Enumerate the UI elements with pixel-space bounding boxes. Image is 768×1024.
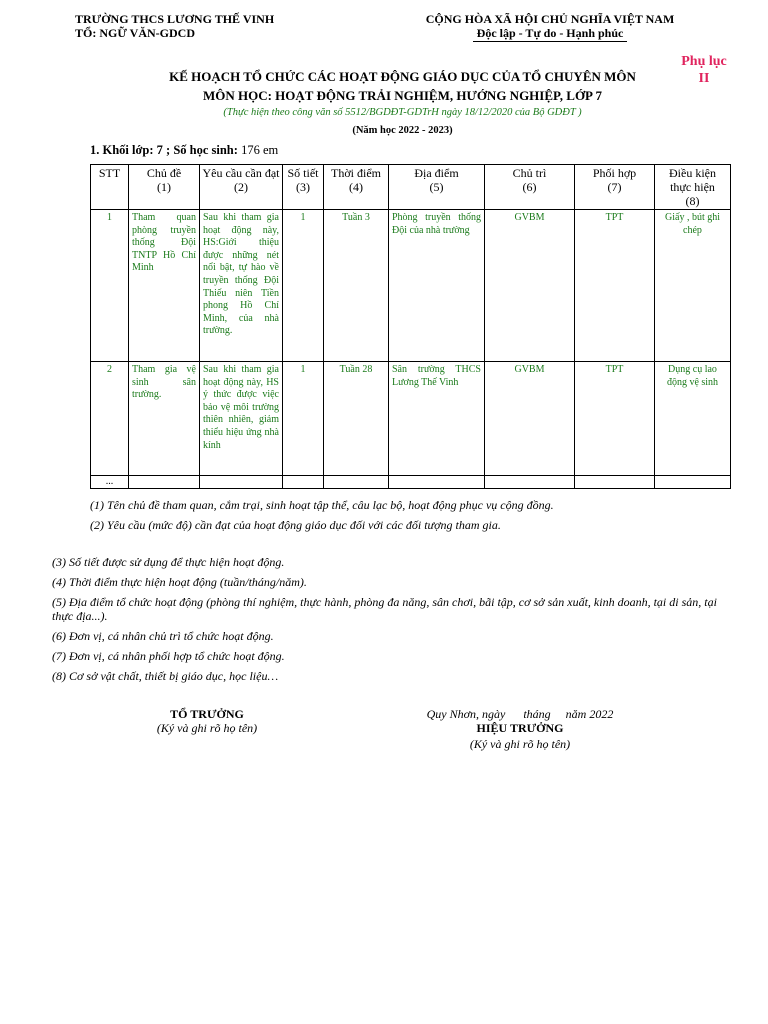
appendix-line2: II (698, 71, 710, 86)
cell-place: Sân trường THCS Lương Thế Vinh (389, 362, 485, 476)
col-place: Địa điểm (5) (389, 165, 485, 210)
cell-requirement: Sau khi tham gia hoạt động này, HS:Giới thiệu được những nét nổi bật, tự hào về truyền thống Đội Thiếu niên Tiền phong Hồ Chí Minh, của nhà trường. (200, 210, 283, 362)
footnote-3: (3) Số tiết được sử dụng để thực hiện hoạt động. (52, 555, 285, 569)
footnote-8: (8) Cơ sở vật chất, thiết bị giáo dục, học liệu… (52, 669, 279, 683)
place-date: Quy Nhơn, ngày tháng năm 2022 (426, 707, 614, 721)
cell-conditions: Dụng cụ lao động vệ sinh (655, 362, 731, 476)
cell-periods: 1 (283, 210, 324, 362)
legal-basis-note: (Thực hiện theo công văn số 5512/BGDĐT-GDTrH ngày 18/12/2020 của Bộ GDĐT ) (223, 107, 582, 118)
table-row (91, 362, 731, 476)
school-name: TRƯỜNG THCS LƯƠNG THẾ VINH (75, 12, 275, 26)
class-info (90, 143, 278, 158)
country-name: CỘNG HÒA XÃ HỘI CHỦ NGHĨA VIỆT NAM (425, 12, 675, 26)
signature-head-of-department (107, 707, 307, 735)
cell-coop: TPT (575, 210, 655, 362)
activity-plan-table (90, 164, 731, 489)
title-line2: MÔN HỌC: HOẠT ĐỘNG TRẢI NGHIỆM, HƯỚNG NGHIỆP, LỚP 7 (202, 88, 603, 103)
col-conditions: Điều kiện thực hiện (8) (655, 165, 731, 210)
cell-stt: 1 (91, 210, 129, 362)
table-row (91, 210, 731, 362)
cell-stt: 2 (91, 362, 129, 476)
col-periods: Số tiết (3) (283, 165, 324, 210)
cell-time: Tuần 28 (324, 362, 389, 476)
col-host: Chủ trì (6) (485, 165, 575, 210)
signature-principal (390, 707, 650, 751)
cell-periods: 1 (283, 362, 324, 476)
footnote-6: (6) Đơn vị, cá nhân chủ trì tổ chức hoạt động. (52, 629, 274, 643)
appendix-line1: Phụ lục (681, 54, 727, 69)
national-motto: Độc lập - Tự do - Hạnh phúc (473, 26, 628, 42)
head-sign-note: (Ký và ghi rõ họ tên) (156, 721, 258, 735)
head-title: TỔ TRƯỞNG (170, 707, 244, 721)
cell-requirement: Sau khi tham gia hoạt động này, HS ý thức được việc bảo vệ môi trường thiên nhiên, giảm thiểu hiệu ứng nhà kính (200, 362, 283, 476)
cell-time: Tuần 3 (324, 210, 389, 362)
footnote-1: (1) Tên chủ đề tham quan, cắm trại, sinh hoạt tập thể, câu lạc bộ, hoạt động phục vụ cộng đồng. (90, 498, 554, 512)
footnotes-top (90, 495, 740, 535)
national-header (410, 12, 690, 42)
footnote-5: (5) Địa điểm tổ chức hoạt động (phòng thí nghiệm, thực hành, phòng đa năng, sân chơi, bãi tập, cơ sở sản xuất, kinh doanh, tại di sản, tại thực địa...). (52, 595, 717, 623)
footnote-2: (2) Yêu cầu (mức độ) cần đạt của hoạt động giáo dục đối với các đối tượng tham gia. (90, 518, 501, 532)
principal-sign-note: (Ký và ghi rõ họ tên) (469, 737, 571, 751)
col-topic: Chủ đề (1) (129, 165, 200, 210)
cell-topic: Tham gia vệ sinh sân trường. (129, 362, 200, 476)
cell-conditions: Giấy , bút ghi chép (655, 210, 731, 362)
department-name: TỔ: NGỮ VĂN-GDCD (75, 26, 195, 40)
cell-host: GVBM (485, 210, 575, 362)
class-info-label: 1. Khối lớp: 7 ; Số học sinh: (90, 143, 238, 157)
title-line1: KẾ HOẠCH TỔ CHỨC CÁC HOẠT ĐỘNG GIÁO DỤC CỦA TỔ CHUYÊN MÔN (169, 69, 636, 84)
footnotes-bottom (52, 555, 722, 689)
col-time: Thời điểm (4) (324, 165, 389, 210)
cell-place: Phòng truyền thống Đội của nhà trường (389, 210, 485, 362)
col-coop: Phối hợp (7) (575, 165, 655, 210)
footnote-7: (7) Đơn vị, cá nhân phối hợp tổ chức hoạt động. (52, 649, 285, 663)
cell-ellipsis: ... (91, 476, 129, 489)
school-year: (Năm học 2022 - 2023) (352, 125, 453, 136)
document-title (150, 67, 655, 105)
cell-host: GVBM (485, 362, 575, 476)
footnote-4: (4) Thời điểm thực hiện hoạt động (tuần/tháng/năm). (52, 575, 307, 589)
col-stt: STT (91, 165, 129, 210)
table-row-empty (91, 476, 731, 489)
principal-title: HIỆU TRƯỞNG (476, 721, 564, 735)
appendix-label (672, 53, 736, 87)
student-count: 176 em (237, 143, 279, 157)
cell-coop: TPT (575, 362, 655, 476)
cell-topic: Tham quan phòng truyền thống Đội TNTP Hồ Chí Minh (129, 210, 200, 362)
table-header-row (91, 165, 731, 210)
col-requirement: Yêu cầu cần đạt (2) (200, 165, 283, 210)
school-header (75, 12, 274, 40)
